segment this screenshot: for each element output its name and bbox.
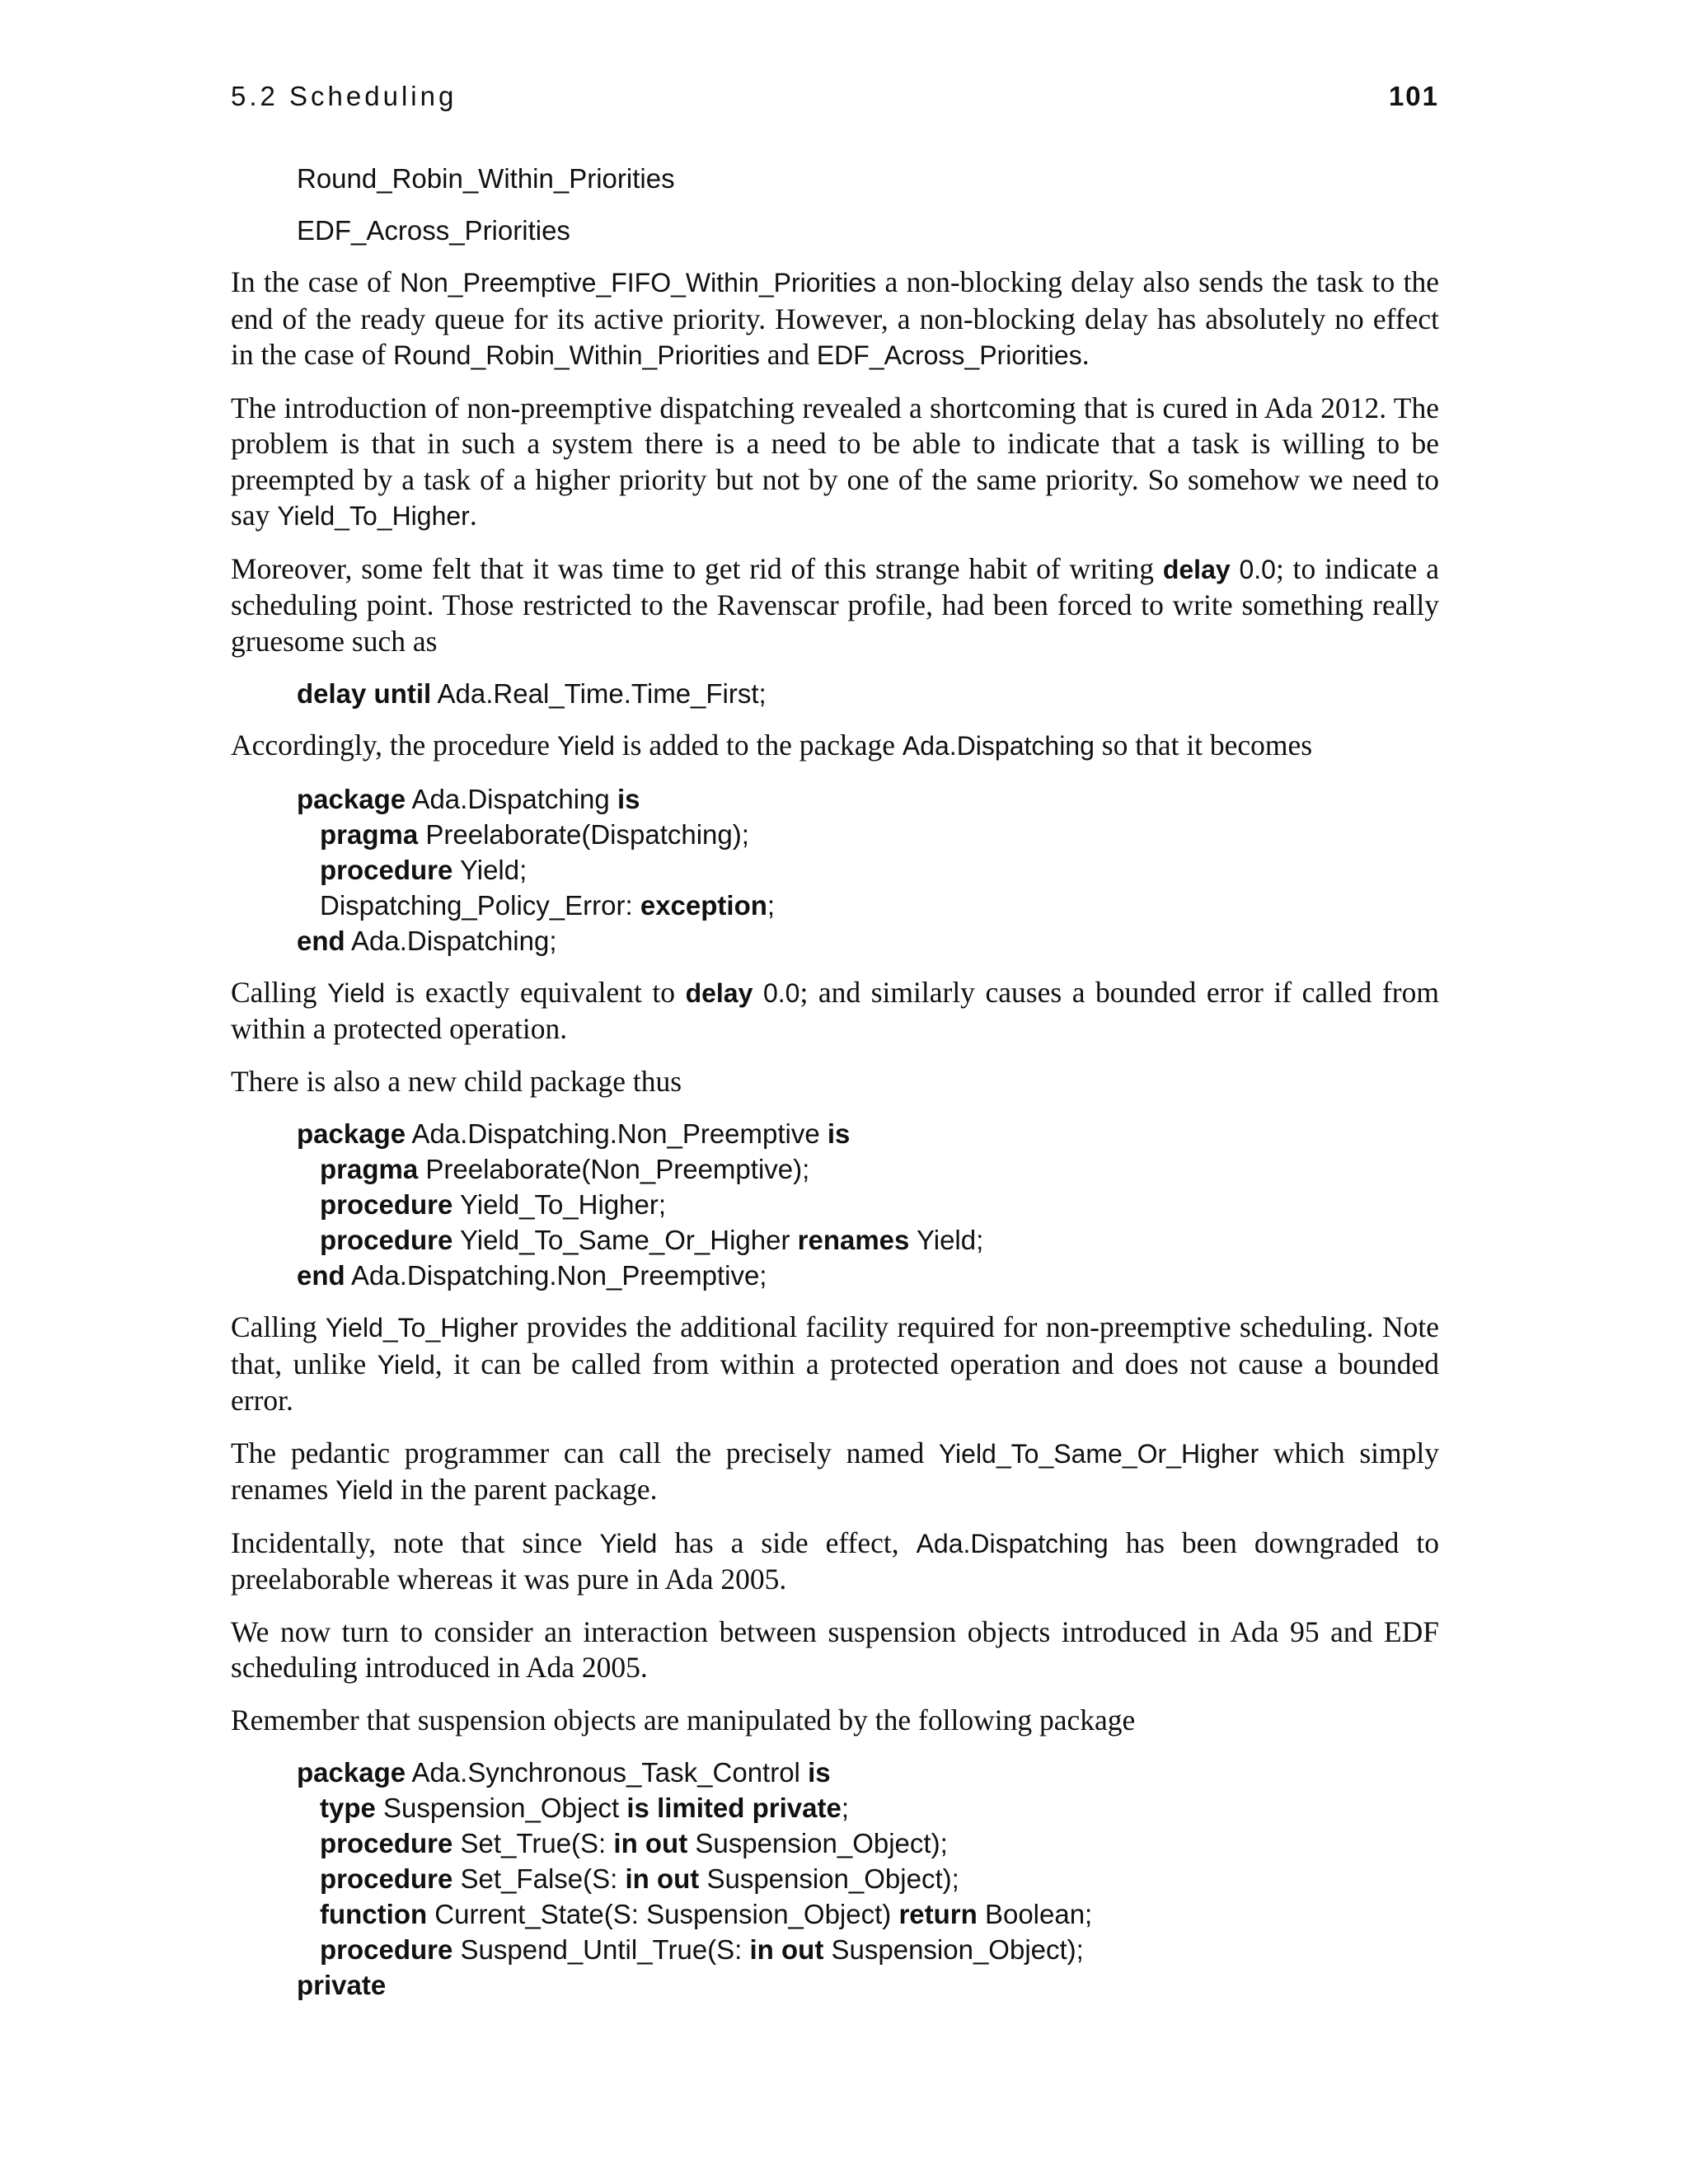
- code-keyword: delay: [1162, 554, 1231, 584]
- code-line: procedure Yield_To_Higher;: [320, 1189, 667, 1220]
- policy-name-edf: EDF_Across_Priorities: [297, 215, 570, 246]
- code-line: procedure Yield;: [320, 854, 528, 885]
- code-line: function Current_State(S: Suspension_Object) return Boolean;: [320, 1899, 1093, 1929]
- code-line: procedure Yield_To_Same_Or_Higher renames Yield;: [320, 1225, 984, 1255]
- code-ref: Yield: [599, 1528, 658, 1558]
- code-ref: Yield: [556, 731, 615, 761]
- code-ref: Ada.Dispatching: [902, 731, 1095, 761]
- code-ref: EDF_Across_Priorities: [816, 340, 1082, 370]
- code-line: package Ada.Dispatching.Non_Preemptive is: [297, 1118, 851, 1149]
- paragraph-side-effect: Incidentally, note that since Yield has a side effect, Ada.Dispatching has been downgraded to preelaborable whereas it was pure in Ada 2005.: [231, 1526, 1439, 1596]
- code-line: type Suspension_Object is limited private;: [320, 1793, 849, 1823]
- code-block-dispatching: [231, 781, 1439, 958]
- paragraph-suspension-package: Remember that suspension objects are manipulated by the following package: [231, 1703, 1136, 1736]
- code-line: package Ada.Synchronous_Task_Control is: [297, 1757, 831, 1788]
- code-ref: 0.0: [753, 977, 800, 1008]
- paragraph-yield-equivalent: Calling Yield is exactly equivalent to delay 0.0; and similarly causes a bounded error if called from within a protected operation.: [231, 975, 1439, 1045]
- code-line: Dispatching_Policy_Error: exception;: [320, 889, 776, 921]
- code-line: private: [297, 1970, 387, 2000]
- code-line: pragma Preelaborate(Dispatching);: [320, 818, 749, 850]
- code-ref: Yield_To_Higher: [277, 501, 470, 531]
- paragraph-child-package: There is also a new child package thus: [231, 1064, 682, 1098]
- code-line: procedure Suspend_Until_True(S: in out Suspension_Object);: [320, 1934, 1084, 1965]
- paragraph-delay-habit: Moreover, some felt that it was time to get rid of this strange habit of writing delay 0.0; to indicate a scheduling point. Those restricted to the Ravenscar profile, had been forced to write something really gruesome such as: [231, 551, 1439, 658]
- section-title: 5.2 Scheduling: [231, 81, 457, 111]
- code-ref: Non_Preemptive_FIFO_Within_Priorities: [400, 268, 877, 298]
- running-head: [231, 81, 1439, 117]
- code-line: package Ada.Dispatching is: [297, 783, 640, 814]
- code-ref: Ada.Dispatching: [916, 1528, 1109, 1558]
- code-ref: 0.0: [1230, 554, 1276, 584]
- paragraph-pedantic-programmer: The pedantic programmer can call the precisely named Yield_To_Same_Or_Higher which simply renames Yield in the parent package.: [231, 1436, 1439, 1506]
- paragraph-non-preemptive-intro: The introduction of non-preemptive dispatching revealed a shortcoming that is cured in Ada 2012. The problem is that in such a system there is a need to be able to indicate that a task is willing to be preempted by a task of a higher priority but not by one of the same priority. So somehow we need to say Yield_To_Higher.: [231, 391, 1439, 532]
- code-ref: Yield_To_Same_Or_Higher: [938, 1438, 1259, 1469]
- code-delay-until: delay until Ada.Real_Time.Time_First;: [297, 678, 767, 709]
- code-ref: Yield_To_Higher: [325, 1313, 518, 1343]
- code-ref: Yield: [327, 977, 386, 1008]
- code-ref: Yield: [335, 1475, 394, 1505]
- policy-name-round-robin: Round_Robin_Within_Priorities: [297, 163, 675, 194]
- code-keyword: delay: [685, 977, 753, 1008]
- code-line: end Ada.Dispatching.Non_Preemptive;: [297, 1260, 767, 1291]
- paragraph-suspension-edf: We now turn to consider an interaction between suspension objects introduced in Ada 95 and EDF scheduling introduced in Ada 2005.: [231, 1615, 1439, 1684]
- code-line: procedure Set_False(S: in out Suspension_Object);: [320, 1863, 959, 1894]
- code-line: procedure Set_True(S: in out Suspension_Object);: [320, 1828, 948, 1858]
- paragraph-non-blocking-delay: In the case of Non_Preemptive_FIFO_Within_Priorities a non-blocking delay also sends the task to the end of the ready queue for its active priority. However, a non-blocking delay has absolutely no effect in the case of Round_Robin_Within_Priorities and EDF_Across_Priorities.: [231, 265, 1439, 371]
- code-ref: Yield: [377, 1349, 435, 1380]
- paragraph-yield-to-higher: Calling Yield_To_Higher provides the additional facility required for non-preemptive scheduling. Note that, unlike Yield, it can be called from within a protected operation and does not cause a bounded error.: [231, 1310, 1440, 1417]
- code-line: end Ada.Dispatching;: [297, 925, 557, 956]
- paragraph-yield-added: Accordingly, the procedure Yield is added to the package Ada.Dispatching so that it becomes: [231, 729, 1313, 762]
- code-ref: Round_Robin_Within_Priorities: [393, 340, 760, 370]
- code-block-synchronous-task-control: [231, 1755, 1439, 2003]
- code-line: pragma Preelaborate(Non_Preemptive);: [320, 1154, 810, 1184]
- code-block-non-preemptive: [231, 1116, 1439, 1293]
- page-number: 101: [1388, 81, 1439, 111]
- page-body: [231, 161, 1439, 2019]
